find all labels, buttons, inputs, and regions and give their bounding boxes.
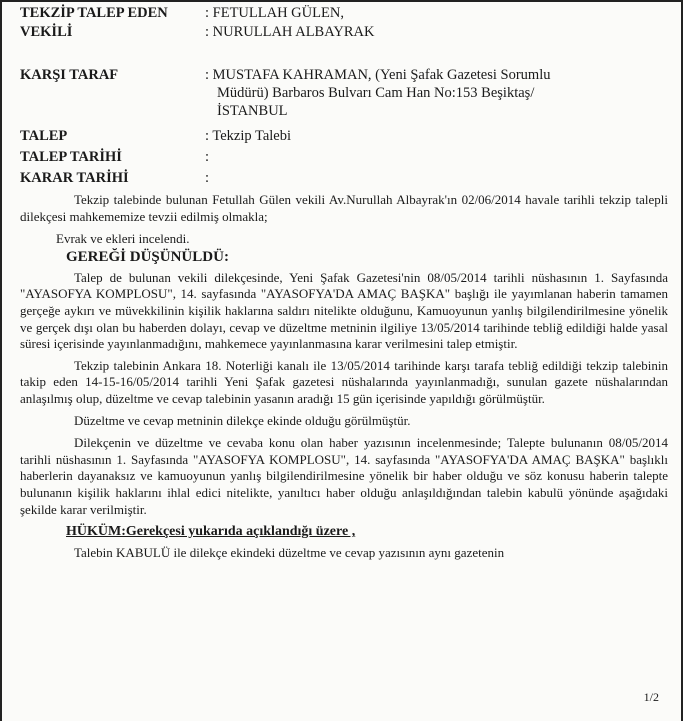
paragraph-3: Düzeltme ve cevap metninin dilekçe ekinde olduğu görülmüştür. (74, 412, 411, 428)
vekili-value: : NURULLAH ALBAYRAK (205, 24, 375, 40)
paragraph-4: Dilekçenin ve düzeltme ve cevaba konu olan haber yazısının incelenmesinde; Talepte bulunanın 08/05/2014 tarihli nüshasının 1. Sayfasında "AYASOFYA KOMPLOSU", 14. sayfasında "AYASOFYA'DA AMAÇ BAŞKA" başlıklı haberlerin dayanaksız ve kamuoyunun yanlış bilgilendirilmesine yönelik bir haber olduğu ve söz konusu haberin talepte bulunanın kişilik haklarını ihlal edici nitelikte, yanıltıcı haber olduğu anlaşıldığından talebin kabulü yönünde aşağıdaki şekilde karar verilmiştir. (20, 435, 668, 517)
top-border (2, 0, 681, 2)
hukum-heading: HÜKÜM:Gerekçesi yukarıda açıklandığı üzere , (66, 524, 356, 540)
talep-label: TALEP (20, 128, 68, 144)
paragraph-5: Talebin KABULÜ ile dilekçe ekindeki düzeltme ve cevap yazısının aynı gazetenin (74, 545, 505, 561)
talep-eden-value: : FETULLAH GÜLEN, (205, 5, 344, 21)
page-number: 1/2 (643, 690, 659, 704)
karar-tarihi-label: KARAR TARİHİ (20, 170, 129, 186)
karsi-taraf-label: KARŞI TARAF (20, 67, 119, 83)
talep-eden-label: TEKZİP TALEP EDEN (20, 5, 168, 21)
karsi-taraf-value-line3: İSTANBUL (217, 103, 288, 119)
talep-tarihi-value: : (205, 149, 210, 165)
vekili-label: VEKİLİ (20, 24, 73, 40)
talep-tarihi-label: TALEP TARİHİ (20, 149, 122, 165)
paragraph-2: Tekzip talebinin Ankara 18. Noterliği kanalı ile 13/05/2014 tarihinde karşı tarafa tebliğ edildiği tekzip talebinin takip eden 14-15-16/05/2014 tarihli Yeni Şafak gazetesi nüshalarında yayınlanmadığı, sunulan gazete nüshalarından anlaşılmış olup, düzeltme ve cevap talebinin yasanın aradığı 15 gün içerisinde yapıldığı görülmüştür. (20, 357, 668, 406)
document-body (20, 192, 668, 562)
karsi-taraf-value-line1: : MUSTAFA KAHRAMAN, (Yeni Şafak Gazetesi Sorumlu (205, 67, 551, 83)
gereği-heading: GEREĞİ DÜŞÜNÜLDÜ: (66, 248, 229, 265)
karsi-taraf-value-line2: Müdürü) Barbaros Bulvarı Cam Han No:153 Beşiktaş/ (217, 85, 535, 101)
intro-paragraph: Tekzip talebinde bulunan Fetullah Gülen vekili Av.Nurullah Albayrak'ın 02/06/2014 havale tarihli tekzip talepli dilekçesi mahkememize tevzii edilmiş olmakla; (20, 192, 668, 224)
evrak-line: Evrak ve ekleri incelendi. (56, 231, 190, 247)
talep-value: : Tekzip Talebi (205, 128, 292, 144)
paragraph-1: Talep de bulunan vekili dilekçesinde, Yeni Şafak Gazetesi'nin 08/05/2014 tarihli nüshasının 1. Sayfasında "AYASOFYA KOMPLOSU", 14. sayfasında "AYASOFYA'DA AMAÇ BAŞKA" başlığı ile yayımlanan haberin tamamen gerçeğe aykırı ve müvekkilinin kişilik haklarına saldırı nitelikte olduğunu, Kamuoyunun yanlış bilgilendirilmesine yönelik ve gerçek dışı olan bu haberden dolayı, cevap ve düzeltme metninin ilgiliye 13/05/2014 tarihinde tebliğ edildiği halde yasal süresi içerisinde yayınlanmadığını, mahkemece yayınlanmasına karar verilmesini talep etmiştir. (20, 269, 668, 352)
karar-tarihi-value: : (205, 170, 210, 186)
